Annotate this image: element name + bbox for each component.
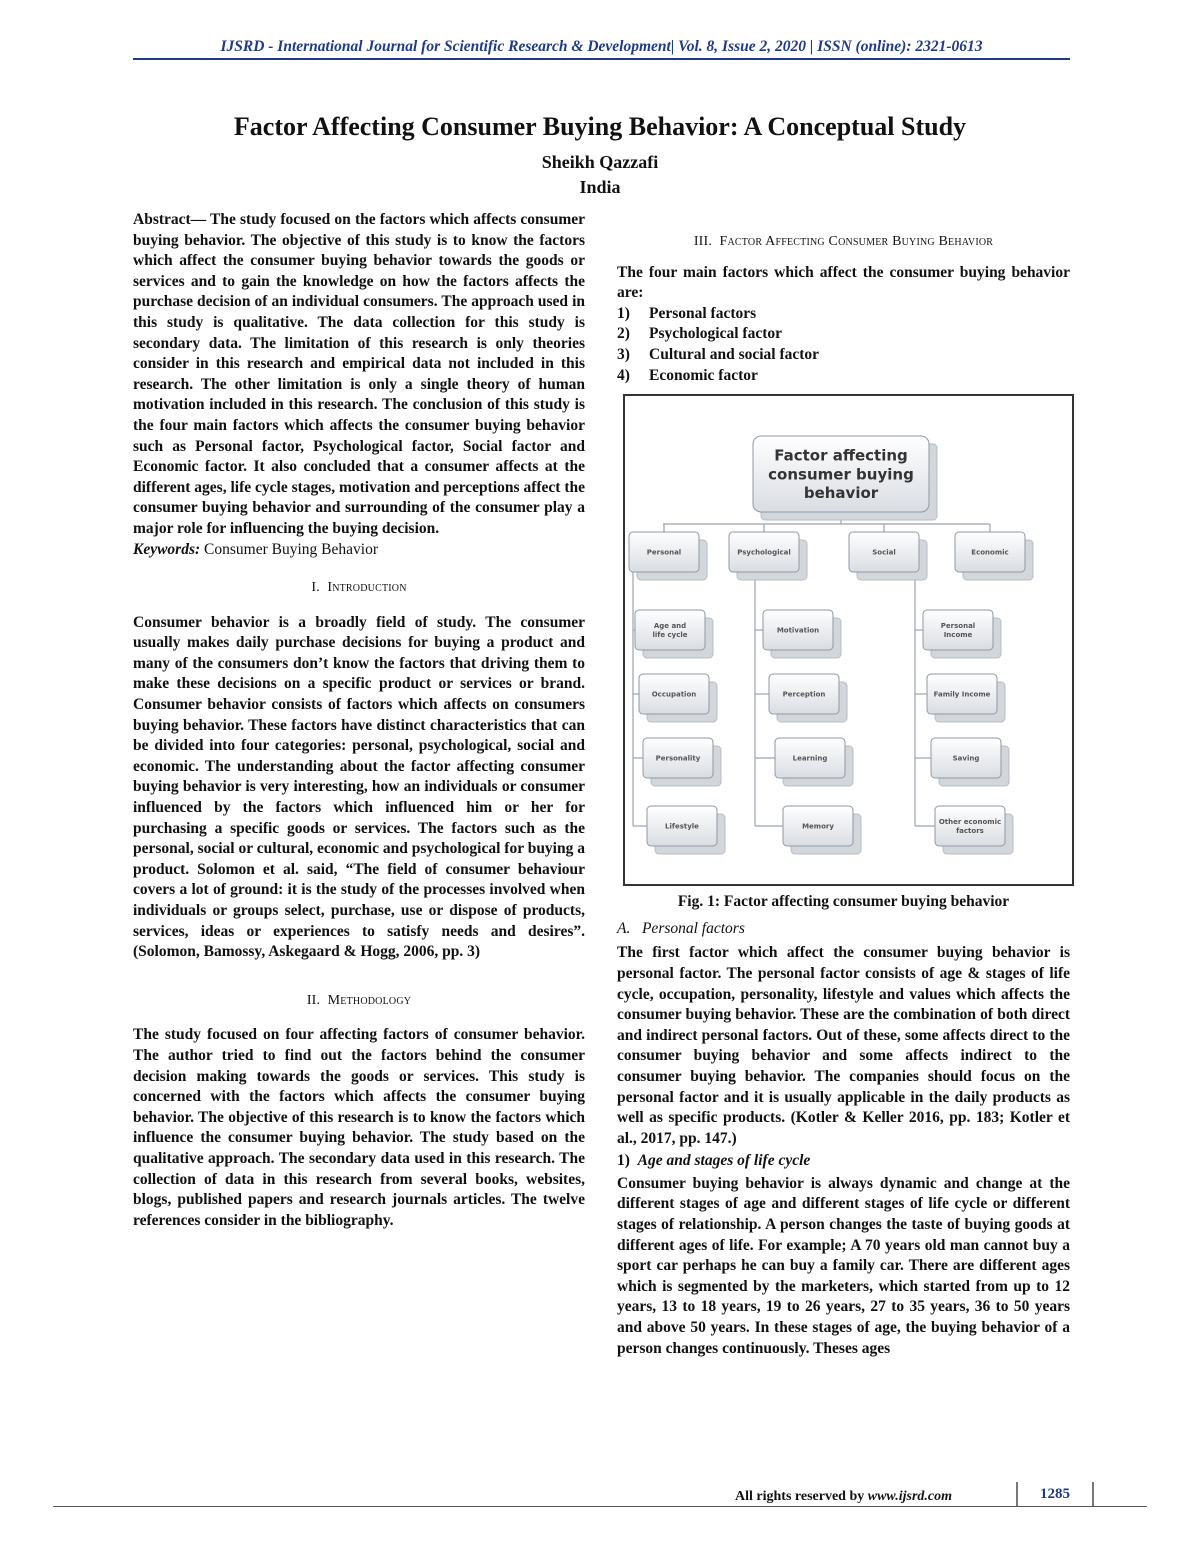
diagram-economic-child-0 [923,610,1001,658]
keywords-label: Keywords: [133,540,201,558]
personal-factors-paragraph: The first factor which affect the consumer buying behavior is personal factor. The personal factor consists of age & stages of life cycle, occupation, personality, lifestyle and values which affects the consumer buying behavior. These are the combination of both direct and indirect personal factors. Out of these, some affects direct to the consumer buying behavior and some affects indirect to the consumer buying behavior. The companies should focus on the personal factor and it is usually applicable in the daily products as well as specific products. (Kotler & Keller 2016, pp. 183; Kotler et al., 2017, pp. 147.) [617,944,1070,1147]
paper-title: Factor Affecting Consumer Buying Behavior: A Conceptual Study [233,112,967,141]
footer-rights: All rights reserved by www.ijsrd.com [735,1489,953,1504]
diagram-psychological-child-3 [783,806,861,854]
section-heading-method: II. Methodology [306,992,412,1008]
diagram-personal-child-1 [639,674,717,722]
diagram-category-personal-label: Personal [646,548,682,557]
diagram-category-psychological [729,532,807,580]
diagram-psychological-child-0 [763,610,841,658]
diagram-economic-child-3 [935,806,1013,854]
abstract-text: The study focused on the factors which affects consumer buying behavior. The objective of this study is to know the factors which affect the consumer buying behavior towards the goods or services and to gain the knowledge on how the factors affects the purchase decision of an individual consumers. The approach used in this study is qualitative. The data collection for this study is secondary data. The limitation of this research is only theories consider in this research and empirical data not included in this research. The other limitation is only a single theory of human motivation included in this research. The conclusion of this study is the four main factors which affects the consumer buying behavior such as Personal factor, Psychological factor, Social factor and Economic factor. It also concluded that a consumer affects at the different ages, life cycle stages, motivation and perceptions affect the consumer buying behavior and surrounding of the consumer play a major role for influencing the buying decision. [133,211,585,537]
footer-rule [53,1506,1147,1507]
diagram-personal-child-0 [635,610,713,658]
diagram-economic-child-3-label: factors [956,826,984,835]
diagram-psychological-child-3-label: Memory [802,822,834,831]
list-item: 3) Cultural and social factor [617,345,820,363]
factors-intro: The four main factors which affect the consumer buying behavior are: [617,263,1070,302]
keywords-text: Consumer Buying Behavior [200,540,378,558]
section-heading-intro: I. Introduction [311,580,407,596]
figure-caption: Fig. 1: Factor affecting consumer buying behavior [677,893,1010,911]
diagram-psychological-child-2 [775,738,853,786]
diagram-category-psychological-label: Psychological [737,548,791,557]
subsection-heading-personal: A. Personal factors [617,919,745,937]
diagram-root-node-label: consumer buying [768,465,914,484]
diagram-psychological-child-0-label: Motivation [776,626,820,635]
diagram-personal-child-0-label: life cycle [652,630,688,639]
diagram-personal-child-2 [643,738,721,786]
diagram-personal-child-2-label: Personality [655,754,701,763]
diagram-economic-child-0-label: Personal [940,622,976,631]
diagram-category-personal [629,532,707,580]
factor-list [617,304,1070,386]
diagram-category-social-label: Social [872,548,896,557]
diagram-economic-child-2-label: Saving [952,754,980,763]
subsubsection-heading-age: 1) Age and stages of life cycle [617,1152,811,1170]
list-item: 1) Personal factors [617,304,757,322]
section-heading-factors: III. Factor Affecting Consumer Buying Behavior [693,234,994,249]
diagram-psychological-child-2-label: Learning [792,754,828,763]
figure-diagram [623,394,1074,886]
diagram-economic-child-2 [931,738,1009,786]
diagram-category-economic [955,532,1033,580]
age-life-cycle-paragraph: Consumer buying behavior is always dynamic and change at the different stages of age and different stages of life cycle or different stages of relationship. A person changes the taste of buying goods at different ages of life. For example; A 70 years old man cannot buy a sport car perhaps he can buy a family car. There are different ages which is segmented by the marketers, which started from up to 12 years, 13 to 18 years, 19 to 26 years, 27 to 35 years, 36 to 50 years and above 50 years. In these stages of age, the buying behavior of a person changes continuously. Theses ages [617,1174,1070,1357]
author-name: Sheikh Qazzafi [541,152,659,172]
diagram-category-economic-label: Economic [971,548,1009,557]
method-paragraph: The study focused on four affecting factors of consumer behavior. The author tried to find out the factors behind the consumer decision making towards the goods or services. This study is concerned with the factors which affects the consumer buying behavior. The objective of this research is to know the factors which influence the consumer buying behavior. The study based on the qualitative approach. The secondary data used in this research. The collection of data in this research from several books, websites, blogs, published papers and research journals articles. The twelve references consider in the bibliography. [133,1026,585,1229]
footer-site-link[interactable]: www.ijsrd.com [867,1489,953,1504]
diagram-personal-child-1-label: Occupation [651,690,697,699]
diagram-personal-child-3-label: Lifestyle [665,822,699,831]
diagram-root-node [753,436,937,520]
page-number: 1285 [1016,1482,1094,1506]
abstract-label: Abstract— [133,211,207,228]
diagram-root-node-label: behavior [803,484,879,503]
abstract [133,210,585,540]
diagram-category-social [849,532,927,580]
keywords [133,540,585,561]
diagram-root-node-label: Factor affecting [774,446,908,465]
diagram-personal-child-3 [647,806,725,854]
header-rule [133,58,1070,60]
diagram-psychological-child-1-label: Perception [782,690,826,699]
left-column [133,210,585,1231]
diagram-economic-child-1 [927,674,1005,722]
diagram-economic-child-0-label: Income [943,630,973,639]
list-item: 2) Psychological factor [617,325,783,343]
diagram-svg [625,396,1072,884]
diagram-economic-child-3-label: Other economic [938,818,1002,827]
diagram-economic-child-1-label: Family Income [933,690,991,699]
author-affiliation: India [579,177,621,197]
right-column [617,232,1070,1359]
intro-paragraph: Consumer behavior is a broadly field of study. The consumer usually makes daily purchase decisions for buying a product and many of the consumers don’t know the factors that driving them to make these decisions on a specific product or services or brand. Consumer behavior consists of factors which affects on consumers buying behavior. These factors have distinct characteristics that can be divided into four categories: personal, psychological, social and economic. The understanding about the factor affecting consumer buying behavior is very interesting, how an individuals or consumer influenced by the factors which influenced him or her for purchasing a specific goods or services. The factors such as the personal, social or cultural, economic and psychological for buying a product. Solomon et al. said, “The field of consumer behaviour covers a lot of ground: it is the study of the processes involved when individuals or groups select, purchase, use or dispose of products, services, ideas or experiences to satisfy needs and desires”. (Solomon, Bamossy, Askegaard & Hogg, 2006, pp. 3) [133,613,585,961]
running-head: IJSRD - International Journal for Scientific Research & Development| Vol. 8, Issue 2, 2020 | ISSN (online): 2321-0613 [220,38,983,55]
list-item: 4) Economic factor [617,366,758,384]
diagram-psychological-child-1 [769,674,847,722]
diagram-personal-child-0-label: Age and [653,622,687,631]
